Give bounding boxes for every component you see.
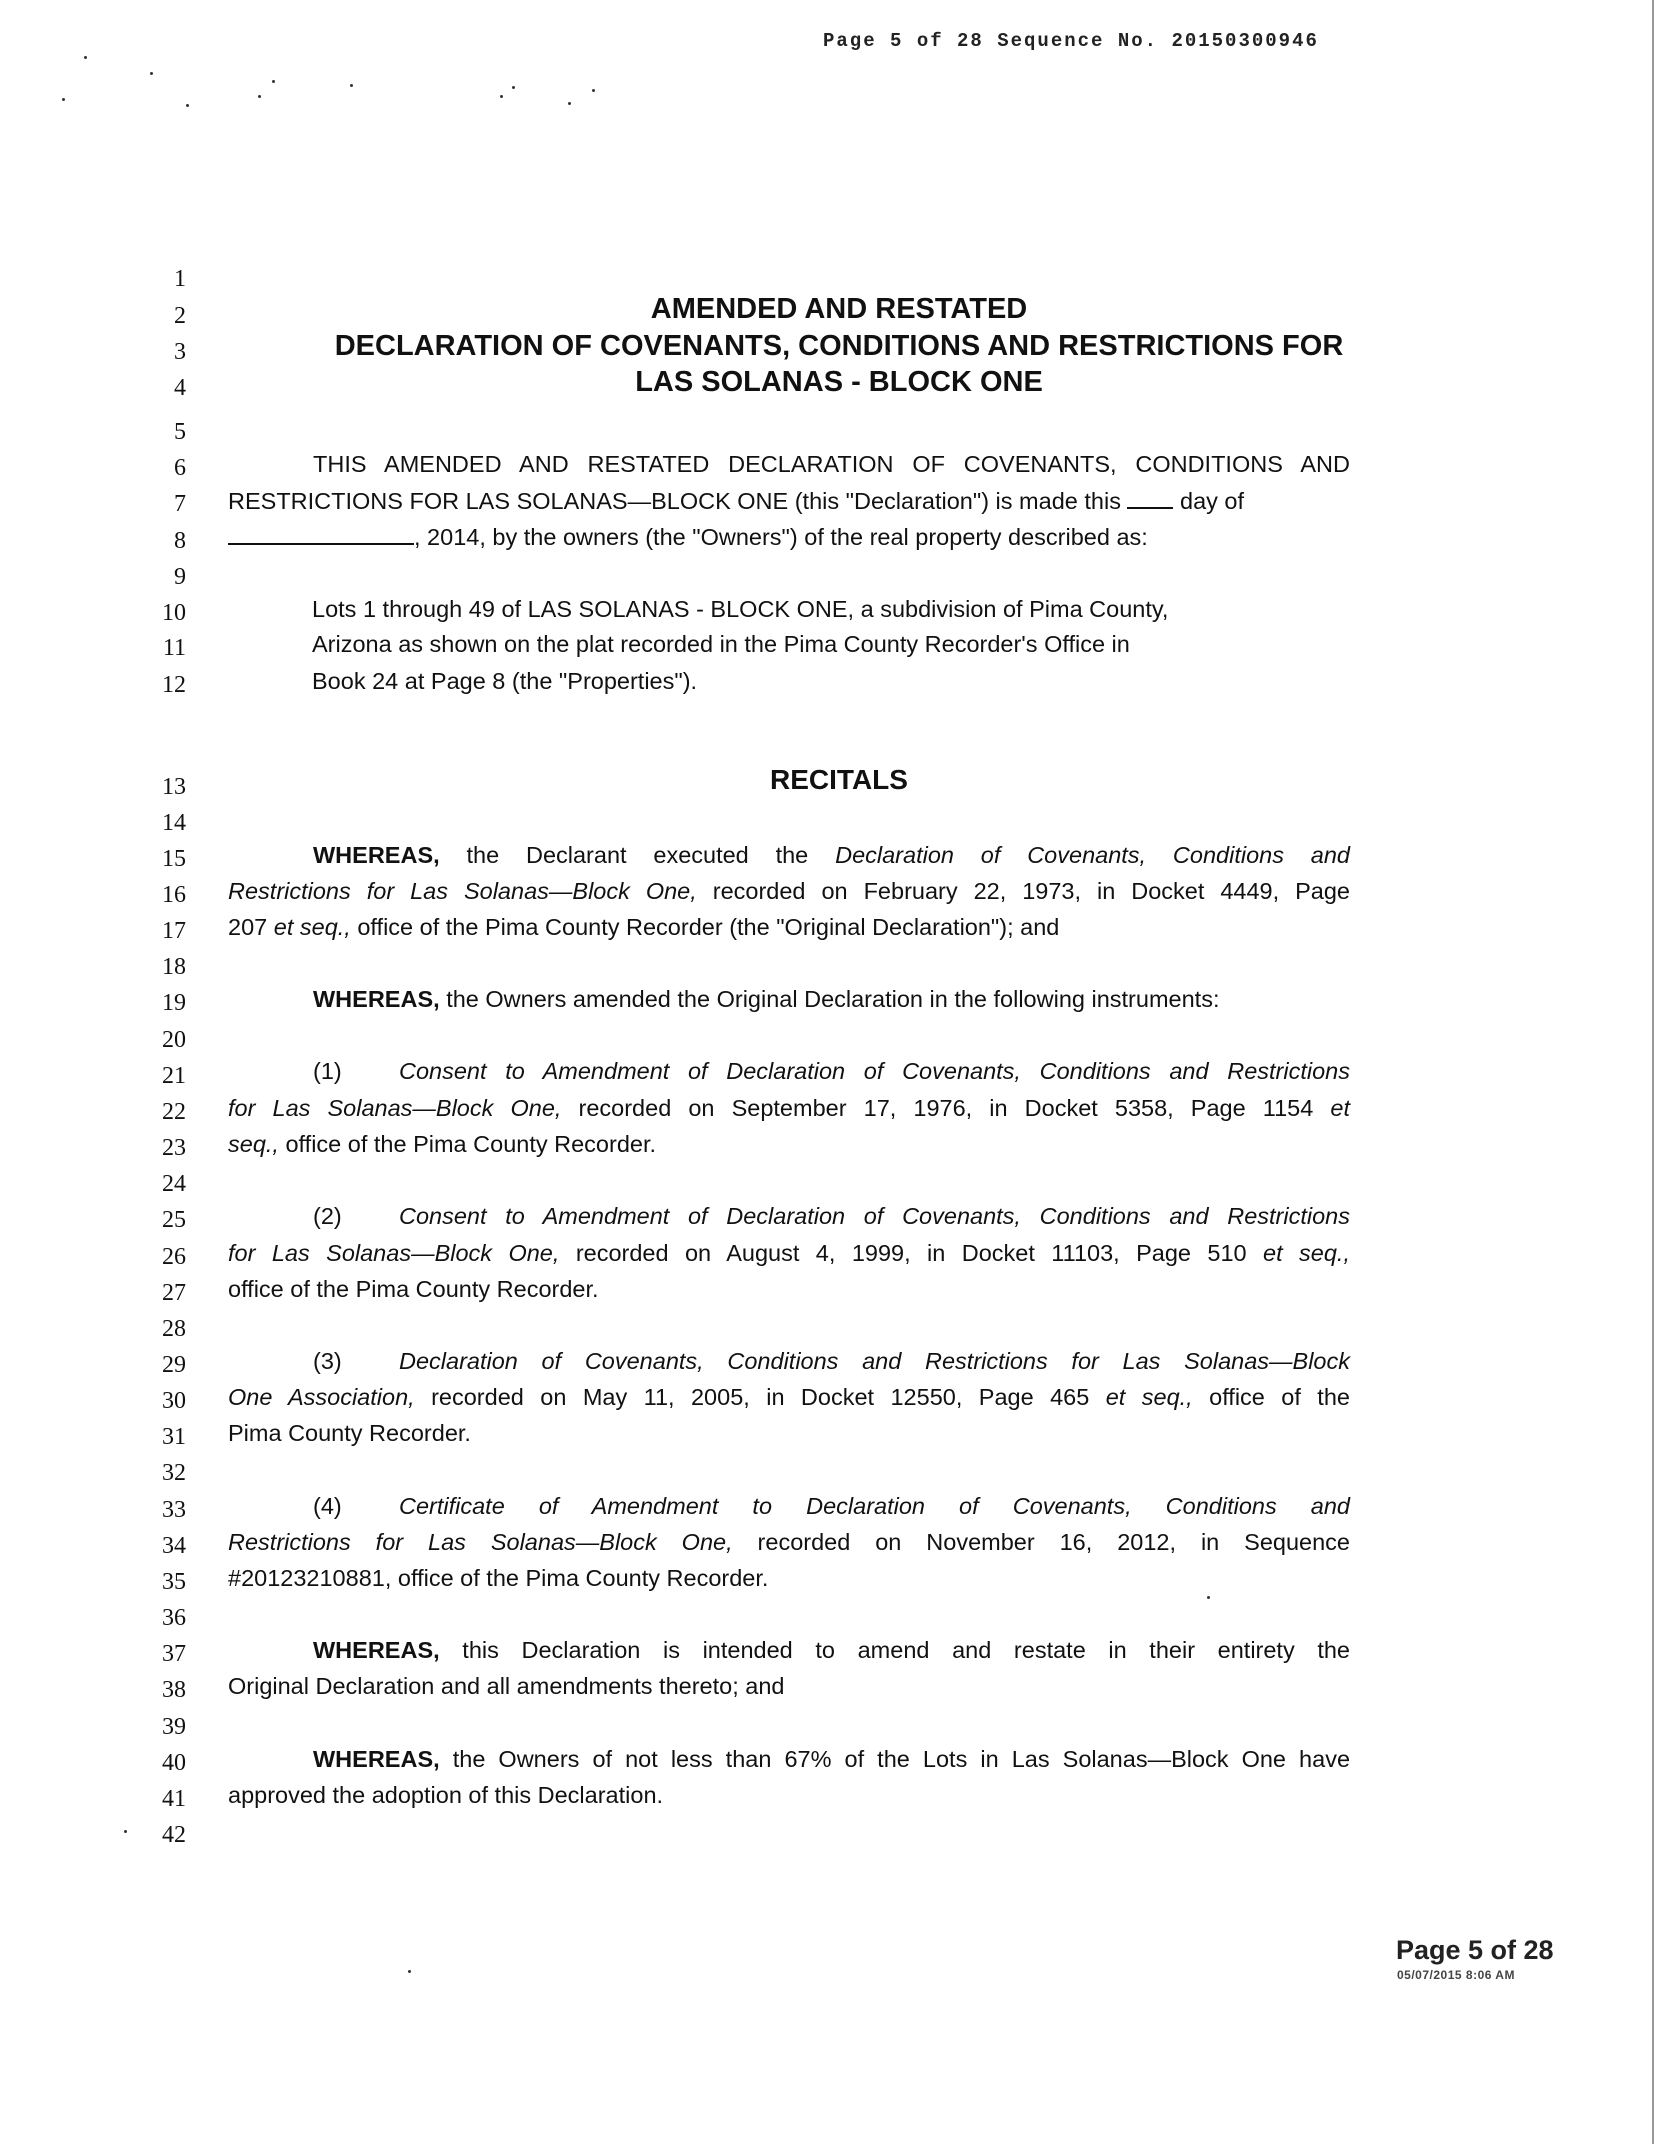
scan-speck — [272, 80, 275, 83]
intro-line-2 — [228, 487, 1350, 515]
scan-speck — [350, 84, 353, 87]
recital-1-text: the Declarant executed the — [466, 842, 809, 868]
title-line-1: AMENDED AND RESTATED — [650, 293, 1028, 325]
intro-line-1: THIS AMENDED AND RESTATED DECLARATION OF COVENANTS, CONDITIONS AND — [313, 451, 1350, 477]
line-number: 34 — [162, 1533, 186, 1559]
line-number: 24 — [162, 1171, 186, 1197]
recital-1-line-3 — [228, 913, 1350, 941]
line-number: 31 — [162, 1424, 186, 1450]
line-number: 4 — [174, 375, 186, 401]
line-number: 18 — [162, 954, 186, 980]
line-number: 14 — [162, 810, 186, 836]
recital-1-etseq: et seq., — [273, 914, 351, 940]
instrument-4-title-cont: Restrictions for Las Solanas—Block One, — [228, 1529, 733, 1555]
scan-speck — [124, 1830, 127, 1833]
recital-3-text: this Declaration is intended to amend and restate in their entirety the — [462, 1637, 1351, 1663]
scan-speck — [186, 104, 189, 107]
recital-4-text: the Owners of not less than 67% of the Lots in Las Solanas—Block One have — [452, 1746, 1351, 1772]
line-number: 13 — [162, 774, 186, 800]
line-number: 8 — [174, 528, 186, 554]
month-blank — [228, 523, 414, 545]
line-number: 29 — [162, 1352, 186, 1378]
whereas-label: WHEREAS, — [313, 1746, 440, 1772]
recital-1-doc-title-cont: Restrictions for Las Solanas—Block One, — [228, 878, 697, 904]
recital-4-line-2: approved the adoption of this Declaration. — [228, 1782, 664, 1808]
line-number: 35 — [162, 1569, 186, 1595]
scan-speck — [1207, 1596, 1210, 1599]
line-number: 38 — [162, 1677, 186, 1703]
property-line-2: Arizona as shown on the plat recorded in the Pima County Recorder's Office in — [312, 631, 1130, 657]
scan-speck — [62, 98, 65, 101]
instrument-1-recording: recorded on September 17, 1976, in Docket 5358, Page 1154 — [578, 1095, 1314, 1121]
instrument-2-title-cont: for Las Solanas—Block One, — [228, 1240, 560, 1266]
intro-line-2-text: RESTRICTIONS FOR LAS SOLANAS—BLOCK ONE (this "Declaration") is made this — [228, 488, 1121, 514]
intro-line-3 — [228, 523, 1350, 551]
instrument-3-office: office of the — [1209, 1384, 1350, 1410]
scan-speck — [512, 86, 515, 89]
line-number: 39 — [162, 1714, 186, 1740]
line-number: 2 — [174, 303, 186, 329]
instrument-3-line-1 — [313, 1347, 1350, 1375]
line-number: 27 — [162, 1280, 186, 1306]
line-number: 28 — [162, 1316, 186, 1342]
scan-speck — [500, 95, 503, 98]
instrument-2-title: Consent to Amendment of Declaration of Covenants, Conditions and Restrictions — [399, 1203, 1350, 1229]
instrument-3-recording: recorded on May 11, 2005, in Docket 12550, Page 465 — [431, 1384, 1090, 1410]
line-number: 32 — [162, 1460, 186, 1486]
property-line-3: Book 24 at Page 8 (the "Properties"). — [312, 668, 698, 694]
line-number: 6 — [174, 455, 186, 481]
recital-3-line-2: Original Declaration and all amendments thereto; and — [228, 1673, 785, 1699]
instrument-1-title: Consent to Amendment of Declaration of Covenants, Conditions and Restrictions — [399, 1058, 1350, 1084]
footer-timestamp: 05/07/2015 8:06 AM — [1397, 1968, 1515, 1982]
recital-4-line-1 — [313, 1745, 1350, 1773]
intro-line-2-end: day of — [1180, 488, 1245, 514]
instrument-1-et: et — [1330, 1095, 1350, 1121]
recital-1-page: 207 — [228, 914, 268, 940]
line-number: 17 — [162, 918, 186, 944]
whereas-label: WHEREAS, — [313, 1637, 440, 1663]
recital-2-text: the Owners amended the Original Declaration in the following instruments: — [446, 986, 1220, 1012]
line-number: 36 — [162, 1605, 186, 1631]
line-number: 16 — [162, 882, 186, 908]
scan-speck — [592, 89, 595, 92]
recital-1-recording: recorded on February 22, 1973, in Docket 4449, Page — [712, 878, 1350, 904]
scan-speck — [84, 56, 87, 59]
recital-1-office: office of the Pima County Recorder (the "Original Declaration"); and — [357, 914, 1060, 940]
day-blank — [1127, 487, 1173, 509]
instrument-number: (3) — [313, 1348, 342, 1374]
property-line-1: Lots 1 through 49 of LAS SOLANAS - BLOCK ONE, a subdivision of Pima County, — [312, 596, 1169, 622]
instrument-3-title-cont: One Association, — [228, 1384, 415, 1410]
instrument-1-office: office of the Pima County Recorder. — [285, 1131, 657, 1157]
instrument-2-line-3: office of the Pima County Recorder. — [228, 1276, 599, 1302]
title-line-3: LAS SOLANAS - BLOCK ONE — [635, 366, 1043, 398]
recital-1-line-2 — [228, 877, 1350, 905]
line-number: 3 — [174, 339, 186, 365]
scan-speck — [408, 1970, 411, 1973]
instrument-number: (2) — [313, 1203, 342, 1229]
scan-speck — [258, 95, 261, 98]
instrument-2-line-2 — [228, 1239, 1350, 1267]
recital-1-line-1 — [313, 841, 1350, 869]
line-number: 21 — [162, 1063, 186, 1089]
line-number: 9 — [174, 564, 186, 590]
whereas-label: WHEREAS, — [313, 842, 440, 868]
recital-1-doc-title: Declaration of Covenants, Conditions and — [835, 842, 1350, 868]
line-number: 1 — [174, 266, 186, 292]
whereas-label: WHEREAS, — [313, 986, 440, 1012]
instrument-1-line-1 — [313, 1057, 1350, 1085]
instrument-3-line-2 — [228, 1383, 1350, 1411]
instrument-1-line-2 — [228, 1094, 1350, 1122]
recording-header: Page 5 of 28 Sequence No. 20150300946 — [823, 30, 1319, 52]
line-number: 26 — [162, 1244, 186, 1270]
line-number: 23 — [162, 1135, 186, 1161]
instrument-2-line-1 — [313, 1202, 1350, 1230]
line-number: 42 — [162, 1822, 186, 1848]
instrument-3-line-3: Pima County Recorder. — [228, 1420, 471, 1446]
line-number: 11 — [162, 635, 186, 661]
instrument-2-etseq: et seq., — [1263, 1240, 1350, 1266]
intro-line-3-text: , 2014, by the owners (the "Owners") of the real property described as: — [414, 524, 1148, 550]
line-number: 37 — [162, 1641, 186, 1667]
instrument-4-line-2 — [228, 1528, 1350, 1556]
recitals-heading: RECITALS — [770, 764, 908, 795]
line-number: 33 — [162, 1497, 186, 1523]
line-number: 10 — [162, 600, 186, 626]
recital-3-line-1 — [313, 1636, 1350, 1664]
scan-speck — [568, 102, 571, 105]
instrument-4-line-1 — [313, 1492, 1350, 1520]
scan-speck — [150, 72, 153, 75]
line-number: 22 — [162, 1099, 186, 1125]
instrument-4-title: Certificate of Amendment to Declaration of Covenants, Conditions and — [399, 1493, 1350, 1519]
instrument-number: (1) — [313, 1058, 342, 1084]
footer-page-number: Page 5 of 28 — [1396, 1935, 1554, 1965]
scan-edge-line — [1652, 0, 1654, 2144]
line-number: 20 — [162, 1027, 186, 1053]
instrument-2-recording: recorded on August 4, 1999, in Docket 11103, Page 510 — [575, 1240, 1247, 1266]
line-number: 5 — [174, 419, 186, 445]
instrument-4-recording: recorded on November 16, 2012, in Sequence — [757, 1529, 1350, 1555]
instrument-1-seq: seq., — [228, 1131, 279, 1157]
line-number: 25 — [162, 1207, 186, 1233]
instrument-3-etseq: et seq., — [1105, 1384, 1193, 1410]
line-number: 7 — [174, 491, 186, 517]
line-number: 40 — [162, 1750, 186, 1776]
line-number: 19 — [162, 990, 186, 1016]
line-number: 12 — [162, 672, 186, 698]
instrument-4-line-3: #20123210881, office of the Pima County Recorder. — [228, 1565, 769, 1591]
instrument-number: (4) — [313, 1493, 342, 1519]
instrument-1-title-cont: for Las Solanas—Block One, — [228, 1095, 562, 1121]
instrument-1-line-3 — [228, 1130, 1350, 1158]
recital-paragraph-2 — [313, 985, 1219, 1013]
line-number: 30 — [162, 1388, 186, 1414]
line-number: 15 — [162, 846, 186, 872]
title-line-2: DECLARATION OF COVENANTS, CONDITIONS AND RESTRICTIONS FOR — [334, 330, 1344, 362]
line-number: 41 — [162, 1786, 186, 1812]
instrument-3-title: Declaration of Covenants, Conditions and Restrictions for Las Solanas—Block — [399, 1348, 1350, 1374]
